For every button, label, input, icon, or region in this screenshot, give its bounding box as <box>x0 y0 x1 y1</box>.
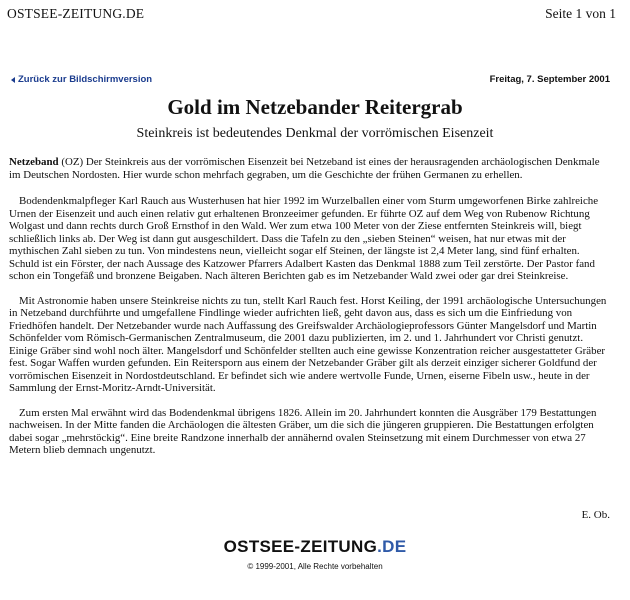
back-link-label: Zurück zur Bildschirmversion <box>18 74 153 85</box>
article-body <box>9 156 611 469</box>
body-paragraph: Zum ersten Mal erwähnt wird das Bodendenkmal übrigens 1826. Allein im 20. Jahrhundert konnten die Ausgräber 179 Bestattungen nachweisen. In der Mitte fanden die Archäologen die ältesten Gräber, um die sich die jüngeren gruppieren. Die Bestattungen erfolgten dabei sogar „mehrstöckig“. Eine breite Randzone innerhalb der annähernd ovalen Steinsetzung mit einem Durchmesser von etwa 27 Metern blieb demnach ungenutzt. <box>9 406 597 456</box>
site-name: OSTSEE-ZEITUNG.DE <box>7 6 145 21</box>
body-paragraph: Bodendenkmalpfleger Karl Rauch aus Wusterhusen hat hier 1992 im Wurzelballen einer vom Sturm umgeworfenen Birke zahlreiche Urnen der Eisenzeit und auch einen relativ gut erhaltenen Bronzeeimer gefunden. Er führte OZ auf dem Weg von Rubenow Richtung Wolgast und dann rechts durch Groß Ernsthof in den Wald. Wer zum etwa 100 Meter von der Ziese entfernten Steinkreis will, biegt schließlich links ab. Der Weg ist dann gut ausgeschildert. Dass die Tafeln zu den „sieben Steinen“ weisen, hat nur etwas mit der mythischen Zahl sieben zu tun. Von mindestens neun, vielleicht sogar elf Steinen, der längste ist 2,4 Meter lang, sind fünf erhalten. Schuld ist ein Förster, der nach Aussage des Katzower Pfarrers Adalbert Kasten das Denkmal 1888 zum Teil zerstörte. Der Pastor fand schon ein Tongefäß und bronzene Beigaben. Nach älteren Berichten gab es im Netzebander Wald zwei oder gar drei Steinkreise. <box>9 195 599 282</box>
body-paragraph: Mit Astronomie haben unsere Steinkreise nichts zu tun, stellt Karl Rauch fest. Horst Keiling, der 1991 archäologische Untersuchungen in Netzeband durchführte und umgefallene Findlinge wieder aufrichten ließ, geht davon aus, dass es sich um die Einfriedung von Friedhöfen handelt. Der Netzebander wurde nach Auffassung des Greifswalder Archäologieprofessors Günter Mangelsdorf und Martin Schönfelder vom Römisch-Germanischen Zentralmuseum, die 2001 dazu publizierten, im 2. und 1. Jahrhundert vor Christi genutzt. Einige Gräber sind wohl noch älter. Mangelsdorf und Schönfelder stellten auch eine gewisse Konzentration reicher ausgestatteter Gräber fest. Sogar Waffen wurden gefunden. Ein Reitersporn aus einem der Netzebander Gräber gilt als derzeit einziger sicherer Goldfund der vorrömischen Eisenzeit in Nordostdeutschland. Er befindet sich wie andere wertvolle Funde, Urnen, eiserne Fibeln usw., heute in der Sammlung der Ernst-Moritz-Arndt-Universität. <box>9 294 607 394</box>
copyright-notice: © 1999-2001, Alle Rechte vorbehalten <box>247 562 383 571</box>
nav-row <box>11 74 610 90</box>
author-signature: E. Ob. <box>581 509 610 521</box>
footer-logo <box>0 537 630 557</box>
page-indicator: Seite 1 von 1 <box>545 6 616 21</box>
back-to-screen-version-link[interactable] <box>11 74 152 85</box>
lead-text: (OZ) Der Steinkreis aus der vorrömischen Eisenzeit bei Netzeband ist eines der herausragenden archäologischen Denkmale im Deutschen Nordosten. Hier wurde schon mehrfach gegraben, um die Geschichte der frühen Germanen zu erhellen. <box>9 156 600 181</box>
article-subtitle: Steinkreis ist bedeutendes Denkmal der vorrömischen Eisenzeit <box>136 126 494 141</box>
arrow-left-icon <box>11 77 15 83</box>
dateline: Netzeband <box>9 156 59 168</box>
print-header <box>7 6 616 26</box>
publication-date: Freitag, 7. September 2001 <box>489 74 610 85</box>
lead-paragraph <box>9 156 611 181</box>
logo-tld-text: .DE <box>377 537 407 556</box>
article-title: Gold im Netzebander Reitergrab <box>167 95 463 119</box>
logo-main-text: OSTSEE-ZEITUNG <box>223 537 378 556</box>
